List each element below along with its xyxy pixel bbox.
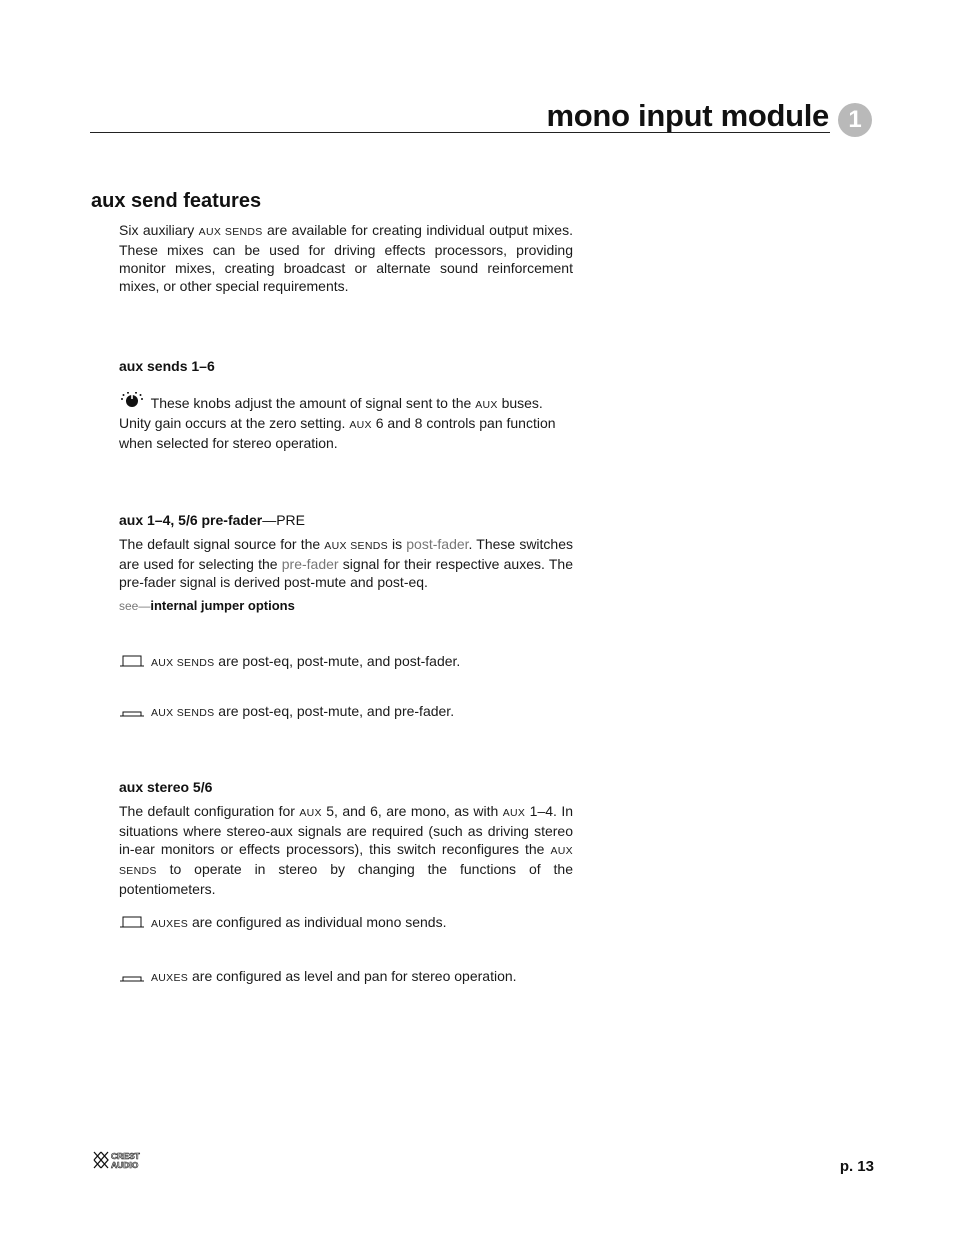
aux-stereo-paragraph: The default configuration for AUX 5, and 6, are mono, as with AUX 1–4. In situations where stereo-aux signals are required (such as driving stereo in-ear monitors or effects processors), this switch reconfigures the AUX SENDS to operate in stereo by changing the functions of the potentiometers. bbox=[119, 803, 573, 897]
switch-down-icon bbox=[119, 704, 145, 721]
see-reference: see—internal jumper options bbox=[119, 598, 295, 613]
header-rule bbox=[90, 132, 830, 133]
aux-sends-paragraph: These knobs adjust the amount of signal sent to the AUX buses. Unity gain occurs at the zero setting. AUX 6 and 8 controls pan function when selected for stereo operation. bbox=[119, 392, 573, 452]
knob-icon bbox=[119, 392, 145, 414]
see-target-link[interactable]: internal jumper options bbox=[150, 598, 295, 613]
switch-up-icon bbox=[119, 915, 145, 932]
crest-audio-logo bbox=[93, 1150, 159, 1175]
logo-line-2: AUDIO bbox=[111, 1160, 139, 1170]
switch-state-row: AUXES are configured as individual mono sends. bbox=[119, 914, 447, 932]
pre-fader-paragraph: The default signal source for the AUX SENDS is post-fader. These switches are used for selecting the pre-fader signal for their respective auxes. The pre-fader signal is derived post-mute and post-eq. bbox=[119, 536, 574, 590]
pre-fader-heading: aux 1–4, 5/6 pre-fader—PRE bbox=[119, 512, 305, 528]
logo-line-1: CREST bbox=[111, 1151, 140, 1161]
switch-state-row: AUXES are configured as level and pan for stereo operation. bbox=[119, 968, 517, 986]
page-title: mono input module bbox=[546, 98, 829, 133]
section-heading: aux send features bbox=[91, 190, 262, 212]
chapter-badge: 1 bbox=[838, 103, 872, 137]
aux-stereo-heading: aux stereo 5/6 bbox=[119, 779, 213, 795]
aux-sends-heading: aux sends 1–6 bbox=[119, 358, 215, 374]
switch-down-icon bbox=[119, 969, 145, 986]
switch-state-row: AUX SENDS are post-eq, post-mute, and pre-fader. bbox=[119, 703, 454, 721]
intro-paragraph: Six auxiliary AUX SENDS are available for creating individual output mixes. These mixes can be used for driving effects processors, providing monitor mixes, creating broadcast or alternate sound reinforcement mixes, or other special requirements. bbox=[119, 222, 573, 294]
switch-up-icon bbox=[119, 654, 145, 671]
switch-state-row: AUX SENDS are post-eq, post-mute, and post-fader. bbox=[119, 653, 460, 671]
page-number: p. 13 bbox=[839, 1158, 874, 1175]
